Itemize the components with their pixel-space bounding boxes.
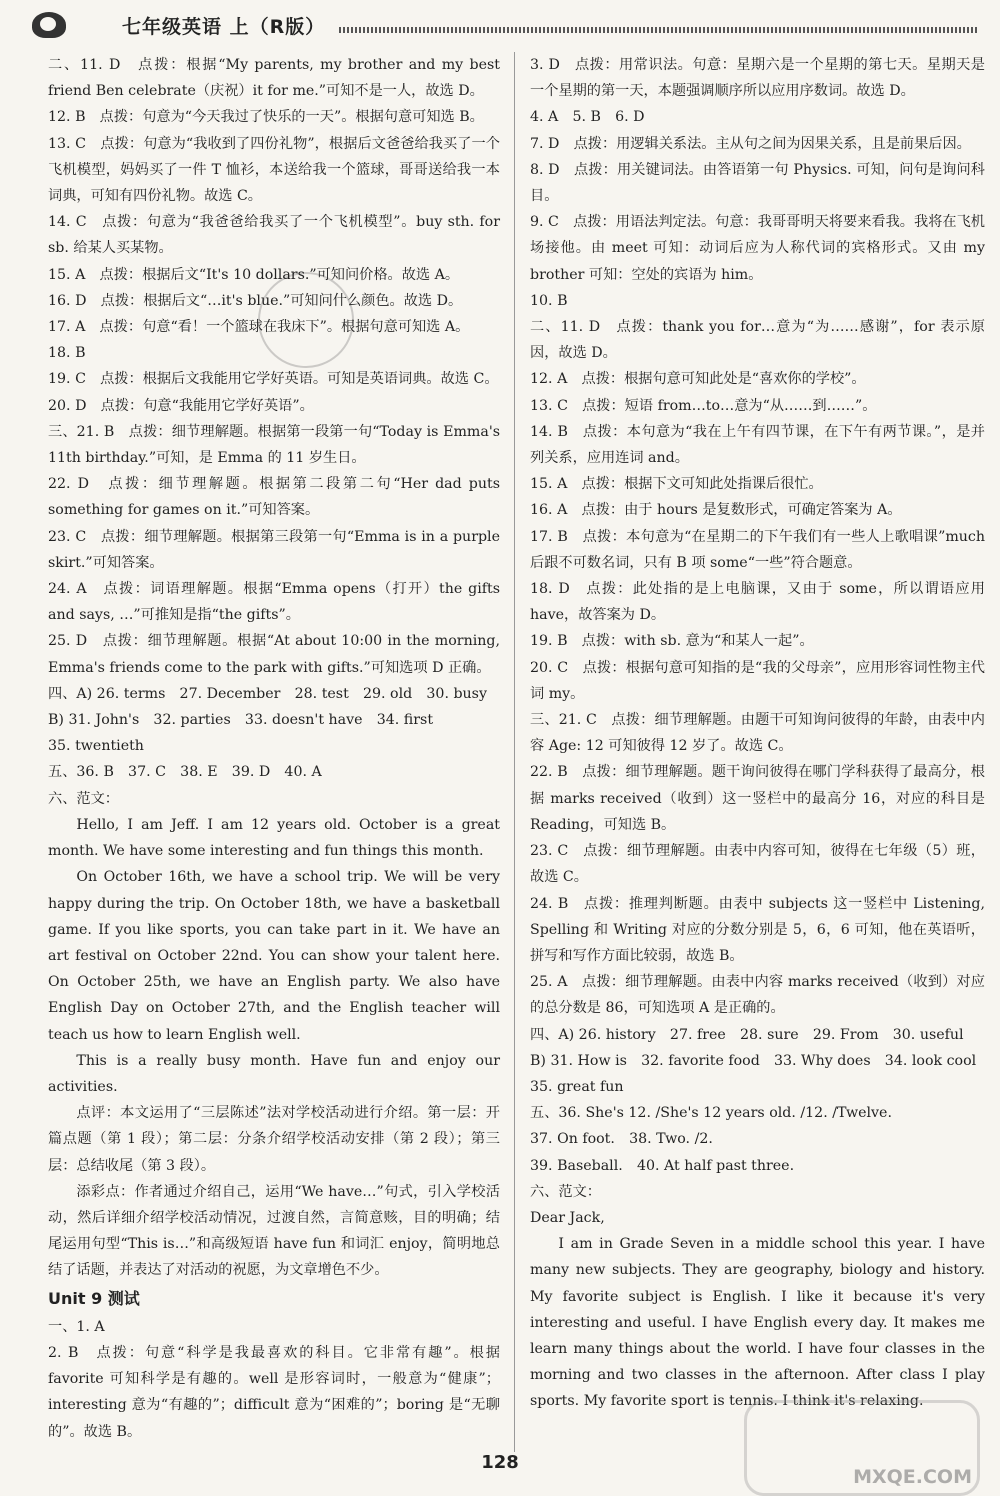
answer-item: 23. C 点拨：细节理解题。由表中内容可知，彼得在七年级（5）班，故选 C。 [530,843,985,886]
answer-item: 五、36. B 37. C 38. E 39. D 40. A [48,764,322,781]
answer-item: 2. B 点拨：句意“科学是我最喜欢的科目。它非常有趣”。根据 favorite 可知科学是有趣的。well 是形容词时，一般意为“健康”；interesting 意为“有趣的”；difficult 意为“困难的”；boring 是“无聊的”。故选 B。 [48,1344,500,1440]
book-title: 七年级英语 上（R版） [122,15,326,38]
answer-item: 四、A) 26. terms 27. December 28. test 29. old 30. busy [48,685,487,702]
answer-item: 24. B 点拨：推理判断题。由表中 subjects 这一竖栏中 Listening, Spelling 和 Writing 对应的分数分别是 5，6，6 可知，他在英语听，拼写和写作方面比较弱，故选 B。 [530,895,985,964]
answer-item: 10. B [530,292,568,309]
essay-paragraph: Hello, I am Jeff. I am 12 years old. October is a great month. We have some interesting and fun things this month. [48,816,500,860]
answer-item: 22. B 点拨：细节理解题。题干询问彼得在哪门学科获得了最高分，根据 marks received（收到）这一竖栏中的最高分 16，对应的科目是 Reading，可知选 B。 [530,764,985,833]
answer-item: 20. C 点拨：根据句意可知指的是“我的父母亲”，应用形容词性物主代词 my。 [530,659,985,702]
header-rule [339,27,978,33]
watermark-text: MXQE.COM [853,1466,972,1488]
answer-item: 三、21. B 点拨：细节理解题。根据第一段第一句“Today is Emma's 11th birthday.”可知，是 Emma 的 11 岁生日。 [48,423,500,467]
answer-item: 37. On foot. 38. Two. /2. [530,1131,713,1148]
answer-item: 13. C 点拨：句意为“我收到了四份礼物”，根据后文爸爸给我买了一个飞机模型，妈妈买了一件 T 恤衫，本送给我一个篮球，哥哥送给我一本词典，可知有四份礼物。故选 C。 [48,135,500,205]
essay-paragraph: I am in Grade Seven in a middle school this year. I have many new subjects. They are geography, biology and history. My favorite subject is English. I like it because it's very interesting and useful. I have English every day. It makes me learn many things about the world. I have four classes in the morning and two classes in the afternoon. After class I play sports. My favorite sport is tennis. I think it's relaxing. [530,1236,985,1410]
unit-heading: Unit 9 测试 [48,1288,140,1308]
answer-item: 8. D 点拨：用关键词法。由答语第一句 Physics. 可知，问句是询问科目。 [530,161,985,205]
essay-paragraph: This is a really busy month. Have fun and enjoy our activities. [48,1052,500,1095]
answer-item: 22. D 点拨：细节理解题。根据第二段第二句“Her dad puts something for games on it.”可知答案。 [48,476,500,519]
answer-item: B) 31. John's 32. parties 33. doesn't have 34. first [48,712,434,729]
answer-item: 14. B 点拨：本句意为“我在上午有四节课，在下午有两节课。”，是并列关系，应用连词 and。 [530,423,985,467]
answer-item: 19. B 点拨：with sb. 意为“和某人一起”。 [530,633,814,650]
logo-icon [32,12,66,38]
answer-item: 16. D 点拨：根据后文“…it's blue.”可知问什么颜色。故选 D。 [48,292,463,309]
answer-item: 25. D 点拨：细节理解题。根据“At about 10:00 in the morning, Emma's friends come to the park with gifts.”可知选项 D 正确。 [48,633,500,676]
answer-item: 三、21. C 点拨：细节理解题。由题干可知询问彼得的年龄，由表中内容 Age: 12 可知彼得 12 岁了。故选 C。 [530,712,985,755]
answer-item: 五、36. She's 12. /She's 12 years old. /12. /Twelve. [530,1105,892,1122]
publisher-logo [28,11,118,39]
answer-item: 17. A 点拨：句意“看！一个篮球在我床下”。根据句意可知选 A。 [48,319,470,336]
answer-item: 20. D 点拨：句意“我能用它学好英语”。 [48,397,314,414]
answer-item: 14. C 点拨：句意为“我爸爸给我买了一个飞机模型”。buy sth. for sb. 给某人买某物。 [48,214,500,257]
page-number: 128 [481,1452,519,1473]
answer-item: 7. D 点拨：用逻辑关系法。主从句之间为因果关系，且是前果后因。 [530,135,971,152]
letter-salutation: Dear Jack, [530,1209,605,1226]
answer-item: 15. A 点拨：根据下文可知此处指课后很忙。 [530,476,823,493]
answer-item: 23. C 点拨：细节理解题。根据第三段第一句“Emma is in a purple skirt.”可知答案。 [48,528,500,571]
answer-item: 12. A 点拨：根据句意可知此处是“喜欢你的学校”。 [530,371,866,388]
comment-paragraph: 点评：本文运用了“三层陈述”法对学校活动进行介绍。第一层：开篇点题（第 1 段）；第二层：分条介绍学校活动安排（第 2 段）；第三层：总结收尾（第 3 段）。 [48,1105,500,1174]
left-column [48,52,500,1445]
answer-item: 18. D 点拨：此处指的是上电脑课，又由于 some，所以谓语应用 have，故答案为 D。 [530,581,985,624]
answer-item: 24. A 点拨：词语理解题。根据“Emma opens（打开）the gifts and says, …”可推知是指“the gifts”。 [48,581,500,624]
answer-item: 15. A 点拨：根据后文“It's 10 dollars.”可知问价格。故选 A。 [48,266,460,283]
answer-item: 二、11. D 点拨：根据“My parents, my brother and my best friend Ben celebrate（庆祝）it for me.”可知不是一人，故选 D。 [48,57,500,100]
answer-item: 4. A 5. B 6. D [530,109,645,126]
section-label: 六、范文： [530,1183,601,1200]
answer-item: 19. C 点拨：根据后文我能用它学好英语。可知是英语词典。故选 C。 [48,371,499,388]
answer-item: 18. B [48,345,86,362]
section-label: 六、范文： [48,790,119,807]
answer-item: 12. B 点拨：句意为“今天我过了快乐的一天”。根据句意可知选 B。 [48,109,484,126]
column-divider [514,52,515,1452]
answer-item: 25. A 点拨：细节理解题。由表中内容 marks received（收到）对应的总分数是 86，可知选项 A 是正确的。 [530,974,985,1017]
essay-paragraph: On October 16th, we have a school trip. We will be very happy during the trip. On October 18th, we have a basketball game. If you like sports, you can take part in it. We have an art festival on October 22nd. You can show your talent here. On October 25th, we have an English party. We also have English Day on October 27th, and the English teacher will teach us how to learn English well. [48,869,500,1043]
answer-item: 9. C 点拨：用语法判定法。句意：我哥哥明天将要来看我。我将在飞机场接他。由 meet 可知：动词后应为人称代词的宾格形式。又由 my brother 可知：空处的宾语为 him。 [530,214,985,283]
answer-item: 17. B 点拨：本句意为“在星期二的下午我们有一些人上歌唱课”much 后跟不可数名词，只有 B 项 some“一些”符合题意。 [530,528,985,571]
answer-item: 35. great fun [530,1078,624,1095]
answer-item: 四、A) 26. history 27. free 28. sure 29. From 30. useful [530,1026,964,1043]
answer-item: 35. twentieth [48,738,144,755]
answer-item: 一、1. A [48,1318,105,1335]
answer-item: 3. D 点拨：用常识法。句意：星期六是一个星期的第七天。星期天是一个星期的第一天，本题强调顺序所以应用序数词。故选 D。 [530,57,985,100]
answer-item: 39. Baseball. 40. At half past three. [530,1157,795,1174]
answer-item: B) 31. How is 32. favorite food 33. Why does 34. look cool [530,1052,977,1069]
answer-item: 16. A 点拨：由于 hours 是复数形式，可确定答案为 A。 [530,502,902,519]
page-header [28,10,978,40]
right-column [530,52,985,1415]
answer-item: 13. C 点拨：短语 from…to…意为“从……到……”。 [530,397,877,414]
highlight-paragraph: 添彩点：作者通过介绍自己，运用“We have…”句式，引入学校活动，然后详细介绍学校活动情况，过渡自然，言简意赅，目的明确；结尾运用句型“This is…”和高级短语 have fun 和词汇 enjoy，简明地总结了话题，并表达了对活动的祝愿，为文章增色不少。 [48,1183,500,1279]
answer-item: 二、11. D 点拨：thank you for…意为“为……感谢”，for 表示原因，故选 D。 [530,319,985,362]
